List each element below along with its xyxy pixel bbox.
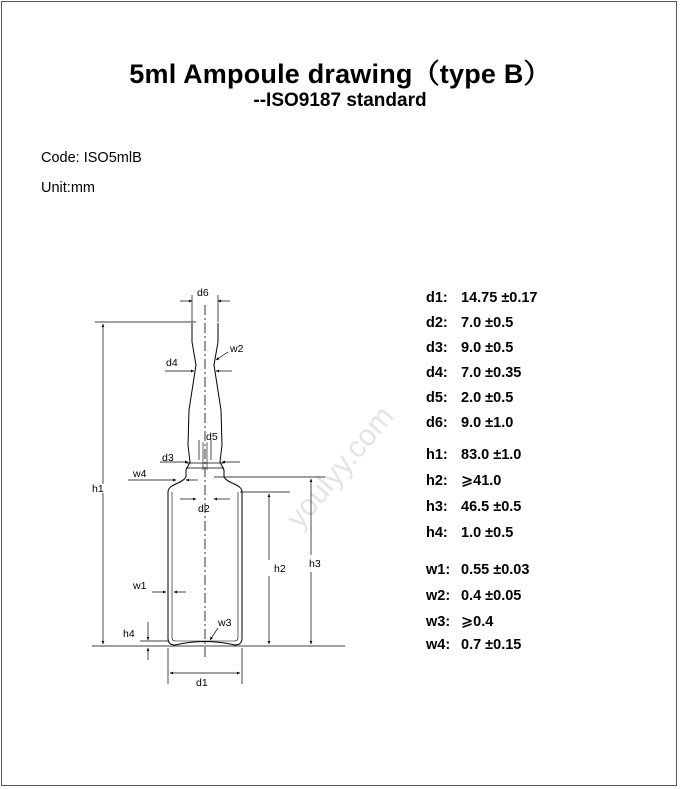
d3-label: d3: [162, 452, 174, 464]
d1-label: d1: [196, 677, 208, 689]
h4-dimension: [123, 622, 168, 660]
spec-d2: d2: 7.0 ±0.5: [426, 315, 514, 331]
spec-d1: d1: 14.75 ±0.17: [426, 290, 538, 306]
code-line: Code: ISO5mlB: [41, 150, 142, 166]
spec-d5: d5: 2.0 ±0.5: [426, 390, 514, 406]
h1-dimension: [92, 324, 104, 644]
d6-dimension: [180, 287, 230, 322]
unit-line: Unit:mm: [41, 180, 95, 196]
w3-label: w3: [218, 617, 232, 629]
page-subtitle: --ISO9187 standard: [253, 90, 427, 111]
w1-label: w1: [133, 580, 147, 592]
spec-h3: h3: 46.5 ±0.5: [426, 499, 522, 515]
w3-callout: [210, 617, 232, 640]
w2-label: w2: [230, 343, 244, 355]
w4-dimension: [128, 468, 198, 480]
spec-d4: d4: 7.0 ±0.35: [426, 365, 522, 381]
spec-w4: w4: 0.7 ±0.15: [426, 637, 522, 653]
d5-label: d5: [206, 431, 218, 443]
spec-h1: h1: 83.0 ±1.0: [426, 447, 522, 463]
d2-label: d2: [198, 503, 210, 515]
h1-label: h1: [92, 483, 104, 495]
w2-callout: [216, 343, 244, 360]
spec-w1: w1: 0.55 ±0.03: [426, 562, 530, 578]
d4-label: d4: [166, 357, 178, 369]
w1-dimension: [132, 580, 186, 592]
spec-w3: w3: ⩾0.4: [426, 614, 494, 630]
d2-dimension: [180, 499, 230, 515]
spec-h4: h4: 1.0 ±0.5: [426, 525, 514, 541]
w4-label: w4: [133, 468, 147, 480]
spec-h2: h2: ⩾41.0: [426, 473, 502, 489]
h4-label: h4: [123, 628, 135, 640]
page-title: 5ml Ampoule drawing（type B）: [129, 59, 551, 89]
d4-dimension: [165, 357, 232, 371]
spec-w2: w2: 0.4 ±0.05: [426, 588, 522, 604]
h2-label: h2: [274, 563, 286, 575]
d3-dimension: [160, 452, 240, 464]
h3-label: h3: [309, 558, 321, 570]
spec-d3: d3: 9.0 ±0.5: [426, 340, 514, 356]
spec-d6: d6: 9.0 ±1.0: [426, 415, 514, 431]
watermark-text: youlyy.com: [280, 400, 401, 535]
d6-label: d6: [197, 287, 209, 299]
